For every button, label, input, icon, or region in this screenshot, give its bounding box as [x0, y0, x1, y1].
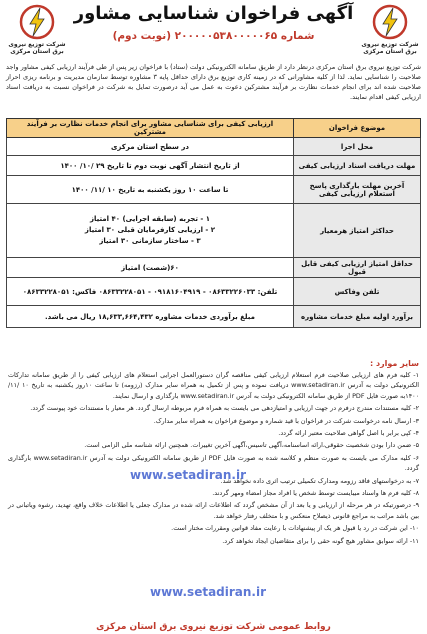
note-item: ۹- درصورتیکه در هر مرحله از ارزیابی و یا بعد از آن مشخص گردد که اطلاعات ارائه شده در مدارک جعلی یا اطلاعات خلاف واقع، تهدید، رشوه ویاتبانی در بین باشد مراتب به مراجع قانونی ذیصلاح منعکس و با متخلف رفتار خواهد شد. — [8, 501, 419, 520]
table-row — [7, 306, 421, 328]
lightning-logo-icon — [372, 4, 408, 40]
row-label: برآورد اولیه مبلغ خدمات مشاوره — [294, 306, 421, 328]
company-logo-right — [359, 4, 421, 55]
row-label: حداقل امتیاز ارزیابی کیفی قابل قبول — [294, 258, 421, 278]
table-row — [7, 258, 421, 278]
criteria-item: ۳ - ساختار سازمانی ۳۰ امتیاز — [99, 237, 201, 245]
row-value: مبلغ برآوردی خدمات مشاوره ۱۸,۶۳۳,۶۶۴,۴۳۲ ریال می باشد. — [7, 306, 294, 328]
criteria-item: ۲ - ارزیابی کارفرمایان قبلی ۳۰ امتیاز — [84, 226, 216, 234]
header-value: ارزیابی کیفی برای شناسایی مشاور برای انجام خدمات نظارت بر فرآیند مشترکین — [7, 119, 294, 138]
row-label: تلفن وفاکس — [294, 278, 421, 306]
row-value: ۶۰(شصت) امتیاز — [7, 258, 294, 278]
row-label: حداکثر امتیاز هرمعیار — [294, 204, 421, 258]
website-watermark: www.setadiran.ir — [150, 585, 267, 599]
table-row — [7, 204, 421, 258]
company-logo-left — [6, 4, 68, 55]
table-header-row — [7, 119, 421, 138]
announcement-number: شماره ۲۰۰۰۰۰۵۳۸۰۰۰۰۰۶۵ (نوبت دوم) — [112, 30, 315, 42]
footer-credit: روابط عمومی شرکت توزیع نیروی برق استان مرکزی — [96, 622, 331, 632]
note-item: ۶- کلیه مدارک می بایست به صورت منظم و کلاسه شده به صورت فایل PDF از طریق سامانه الکترونیکی دولت به آدرس www.setadiran.ir بارگذاری گردد. — [8, 453, 420, 473]
intro-paragraph: شرکت توزیع نیروی برق استان مرکزی درنظر دارد از طریق سامانه الکترونیکی دولت (ستاد) با فراخوان زیر پس از طی فرآیند ارزیابی کیفی مشاور واجد صلاحیت را شناسایی نماید. لذا از کلیه مشاورانی که در زمینه کاری توزیع برق دارای حداقل پایه ۳ مشاوره توسط سازمان مدیریت و برنامه ریزی احراز صلاحیت شده اند برای انجام خدمات نظارت بر فرآیند مشترکین دعوت به عمل می آید درصورت تمایل به شرکت در فراخوان نسبت به دریافت اسناد ارزیابی کیفی اقدام نمایند. — [6, 63, 421, 101]
note-item: ۵- ضمن دارا بودن شخصیت حقوقی،ارائه اساسنامه،آگهی تاسیس،آگهی آخرین تغییرات. همچنین ارائه شناسه ملی الزامی است. — [84, 441, 419, 450]
note-item: ۸- کلیه فرم ها واسناد میبایست توسط شخص یا افراد مجاز امضاء ومهر گردند. — [212, 489, 419, 498]
row-label: مهلت دریافت اسناد ارزیابی کیفی — [294, 156, 421, 176]
header-topic: موضوع فراخوان — [294, 119, 421, 138]
table-row — [7, 138, 421, 156]
notes-title: سایر موارد : — [369, 359, 419, 368]
row-label: آخرین مهلت بارگذاری پاسخ استعلام ارزیابی کیفی — [294, 176, 421, 204]
row-label: محل اجرا — [294, 138, 421, 156]
notes-list — [8, 370, 419, 548]
criteria-list — [7, 204, 294, 258]
logo-caption: شرکت توزیع نیروی برق استان مرکزی — [361, 41, 419, 55]
website-watermark: www.setadiran.ir — [130, 468, 247, 482]
criteria-item: ۱ - تجربه (سابقه اجرایی) ۴۰ امتیاز — [89, 215, 211, 223]
specs-table — [6, 118, 421, 328]
note-item: ۱- کلیه فرم های ارزیابی صلاحیت فرم استعلام ارزیابی کیفی مناقصه گران دستورالعمل اجرایی استعلام های ارزیابی کیفی را از طریق سامانه تدارکات الکترونیکی دولت به آدرس www.setadiran.ir دریافت نموده و پس از تکمیل به همراه سایر مدارک (رزومه) تا ساعت ۱۰روز یکشنبه به تاریخ ۱۰ /۱۱/ ۱۴۰۰به صورت فایل PDF از طریق سامانه الکترونیکی دولت به آدرس www.setadiran.ir بارگذاری و ارسال نمایند. — [8, 371, 420, 400]
note-item: ۳- ارسال نامه درخواست شرکت در فراخوان با قید شماره و موضوع فراخوان به همراه سایر مدارک. — [153, 416, 419, 425]
logo-caption: شرکت توزیع نیروی برق استان مرکزی — [8, 41, 66, 55]
row-value: در سطح استان مرکزی — [7, 138, 294, 156]
table-row — [7, 176, 421, 204]
note-item: ۷- به درخواستهای فاقد رزومه ومدارک تکمیلی ترتیب اثری داده نخواهد شد. — [220, 476, 419, 485]
row-value: از تاریخ انتشار آگهی نوبت دوم تا تاریخ ۲۹ /۱۰/ ۱۴۰۰ — [7, 156, 294, 176]
note-item: ۱۱- ارائه سوابق مشاور هیچ گونه حقی را برای متقاضیان ایجاد نخواهد کرد. — [222, 536, 419, 545]
title-block — [72, 2, 355, 44]
lightning-logo-icon — [19, 4, 55, 40]
note-item: ۱۰- این شرکت در رد یا قبول هر یک از پیشنهادات با رعایت مفاد قوانین ومقررات مختار است. — [171, 524, 419, 533]
note-item: ۴- کپی برابر با اصل گواهی صلاحیت معتبر ارائه گردد. — [278, 429, 419, 438]
table-row — [7, 278, 421, 306]
table-row — [7, 156, 421, 176]
row-value: تا ساعت ۱۰ روز یکشنبه به تاریخ ۱۰ /۱۱/ ۱۴۰۰ — [7, 176, 294, 204]
phone-fax-value: تلفن: ۰۸۶۳۳۲۲۶۰۳۳ - ۰۹۱۸۱۶۰۴۹۱۹ - ۰۸۶۳۳۲۲۸۰۵۱ فاکس: ۰۸۶۳۳۲۲۸۰۵۱ — [7, 278, 294, 306]
page-title: آگهی فراخوان شناسایی مشاور — [73, 3, 354, 24]
note-item: ۲- کلیه مستندات مندرج درفرم در جهت ارزیابی و امتیازدهی می بایست به همراه فرم مربوطه ارسال گردد. هر معیار با مستندات خود پیوست گردد. — [30, 404, 419, 413]
header — [4, 2, 423, 60]
